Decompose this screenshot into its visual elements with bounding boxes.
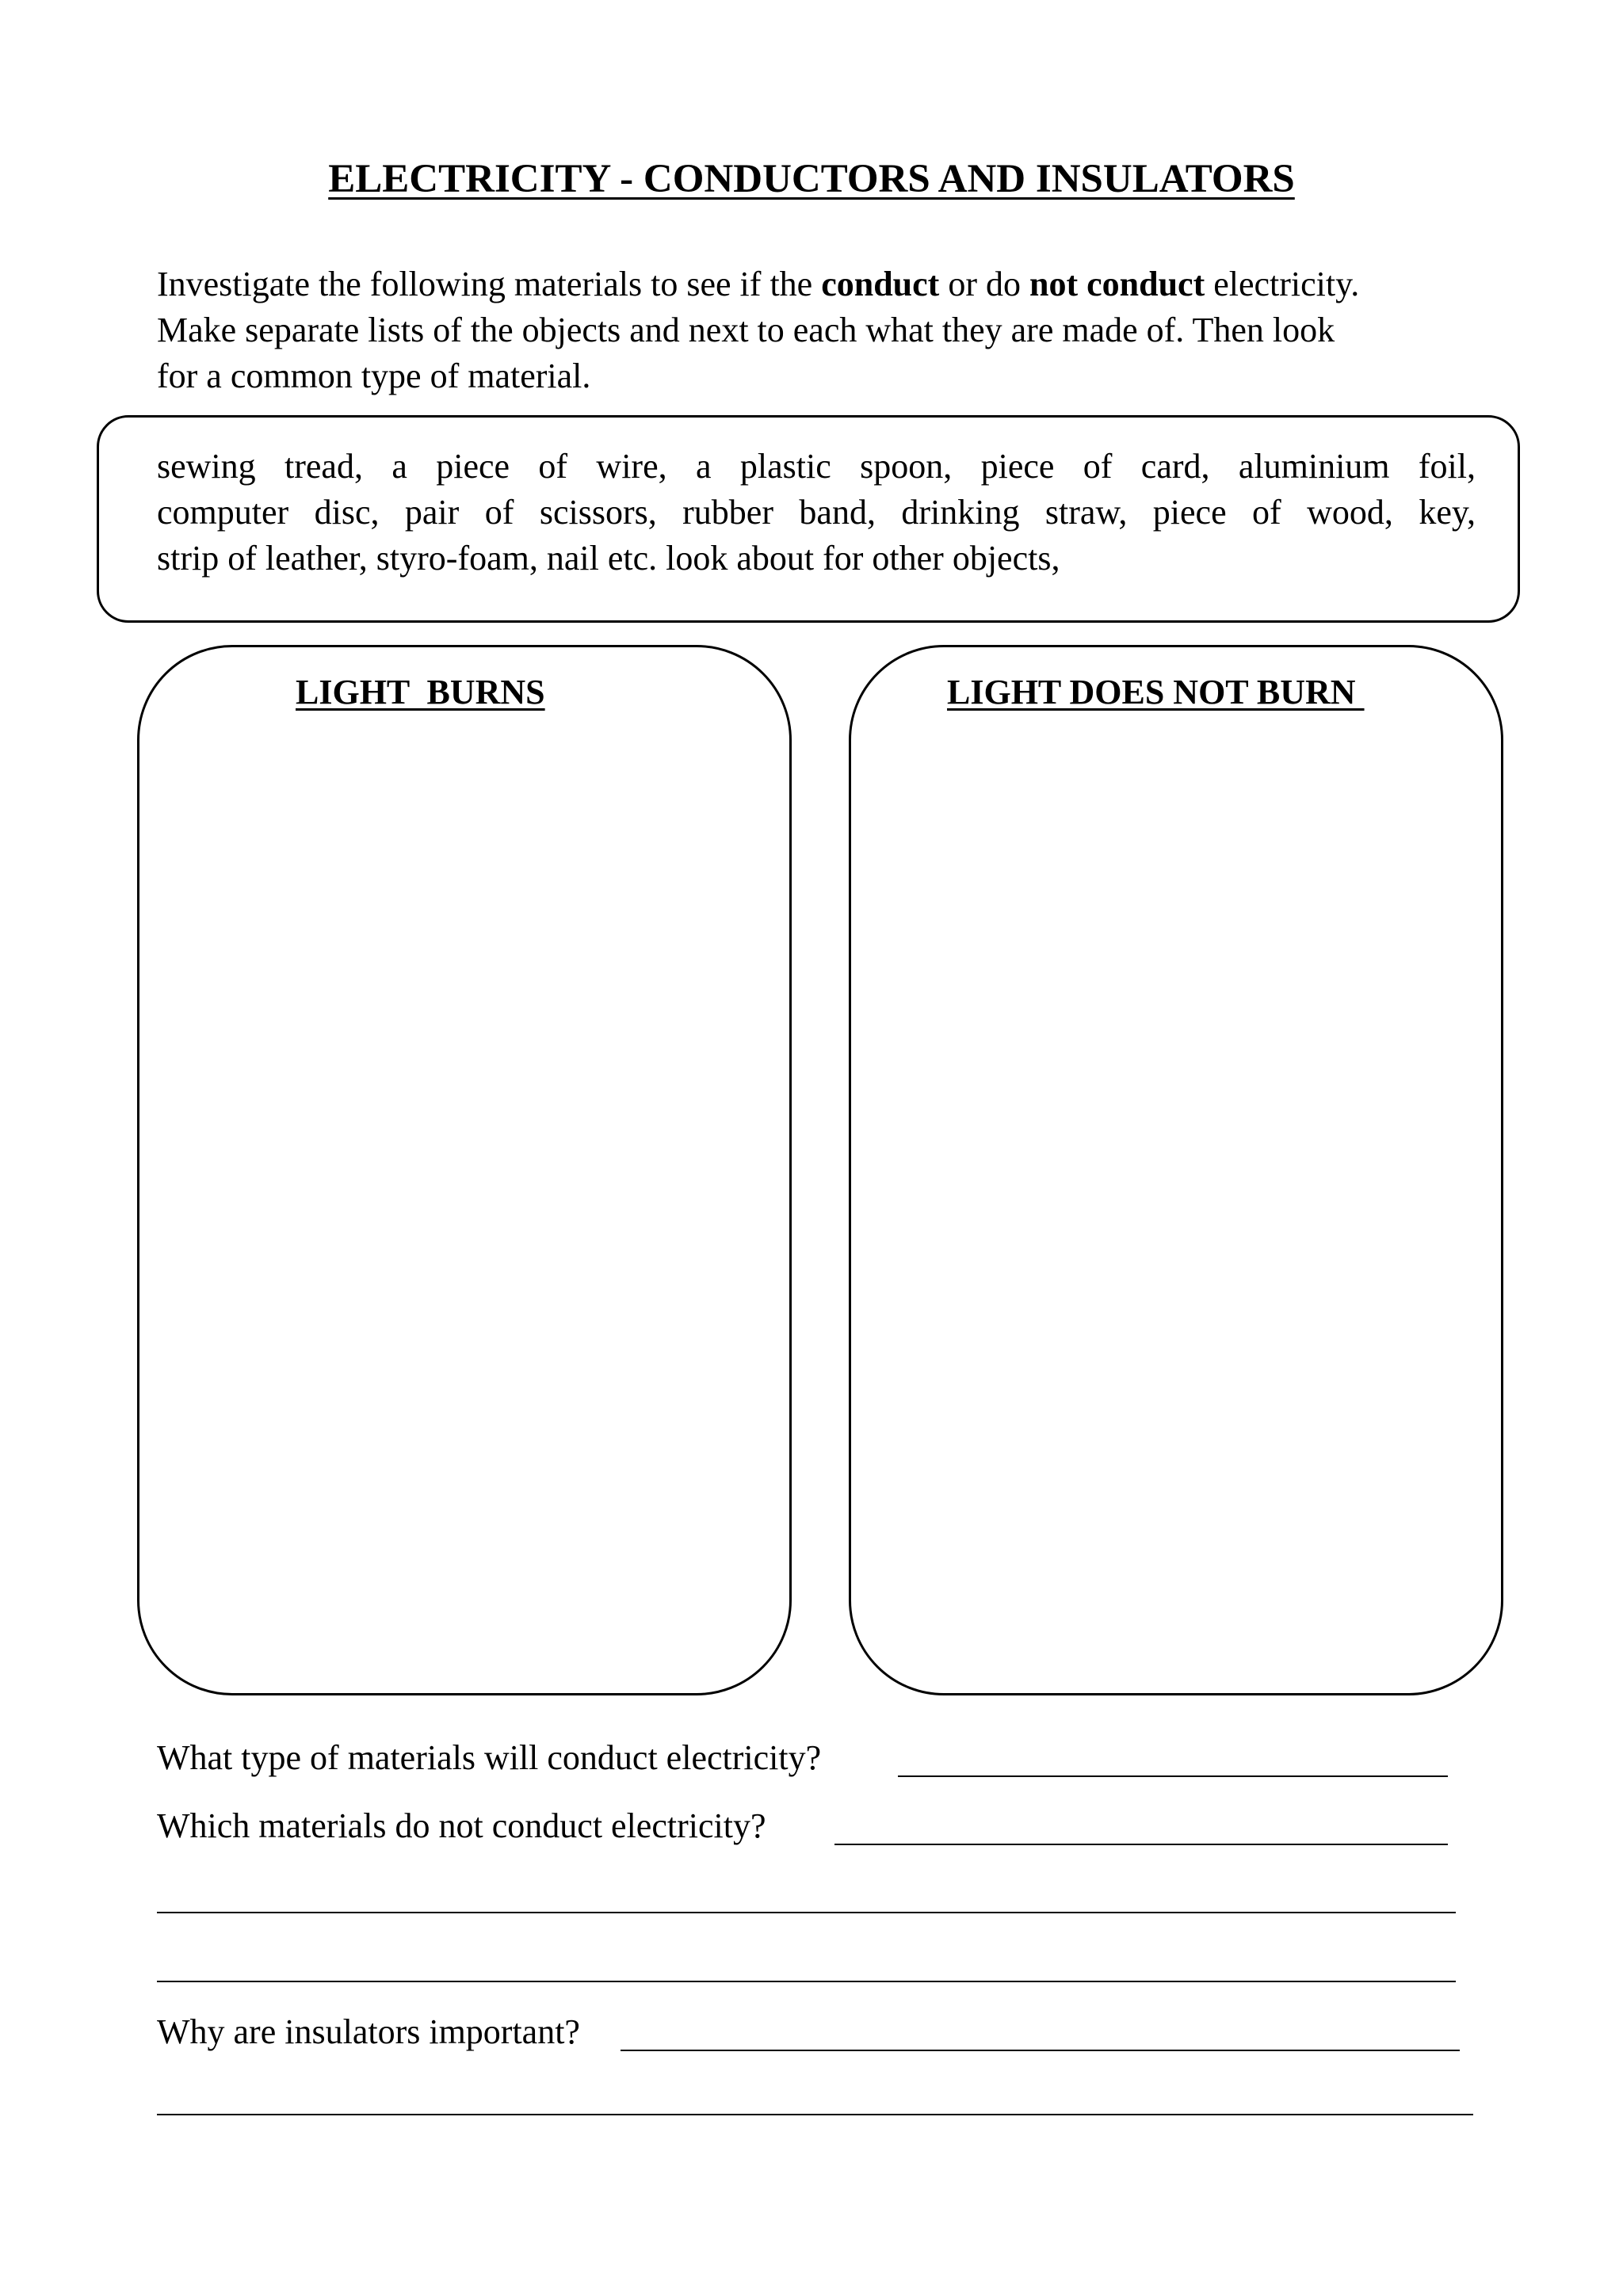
answer-line-insulators[interactable] — [834, 1844, 1448, 1845]
intro-text: or do — [939, 265, 1029, 303]
answer-line-extra-3[interactable] — [157, 2114, 1473, 2115]
question-why-insulators: Why are insulators important? — [157, 2012, 580, 2051]
question-conductors: What type of materials will conduct electricity? — [157, 1738, 822, 1777]
intro-line-1 — [157, 261, 1359, 307]
intro-line-3: for a common type of material. — [157, 357, 591, 395]
answer-line-conductors[interactable] — [898, 1775, 1448, 1777]
intro-line-2: Make separate lists of the objects and next to each what they are made of. Then look — [157, 311, 1335, 349]
worksheet-title: ELECTRICITY - CONDUCTORS AND INSULATORS — [328, 157, 1295, 201]
intro-bold-not-conduct: not conduct — [1029, 265, 1205, 303]
answer-line-extra-1[interactable] — [157, 1912, 1456, 1913]
question-insulators: Which materials do not conduct electricity? — [157, 1806, 766, 1845]
light-does-not-burn-heading: LIGHT DOES NOT BURN — [947, 673, 1365, 711]
intro-text: Investigate the following materials to see if the — [157, 265, 822, 303]
answer-line-extra-2[interactable] — [157, 1981, 1456, 1982]
materials-line-2: computer disc, pair of scissors, rubber band, drinking straw, piece of wood, key, — [157, 493, 1476, 532]
materials-line-1: sewing tread, a piece of wire, a plastic spoon, piece of card, aluminium foil, — [157, 447, 1476, 486]
light-burns-box[interactable] — [137, 645, 792, 1695]
intro-bold-conduct: conduct — [821, 265, 940, 303]
intro-text: electricity. — [1205, 265, 1360, 303]
light-does-not-burn-box[interactable] — [849, 645, 1503, 1695]
answer-line-why-insulators[interactable] — [621, 2050, 1460, 2051]
materials-line-3: strip of leather, styro-foam, nail etc. look about for other objects, — [157, 539, 1060, 578]
light-burns-heading: LIGHT BURNS — [296, 673, 545, 711]
